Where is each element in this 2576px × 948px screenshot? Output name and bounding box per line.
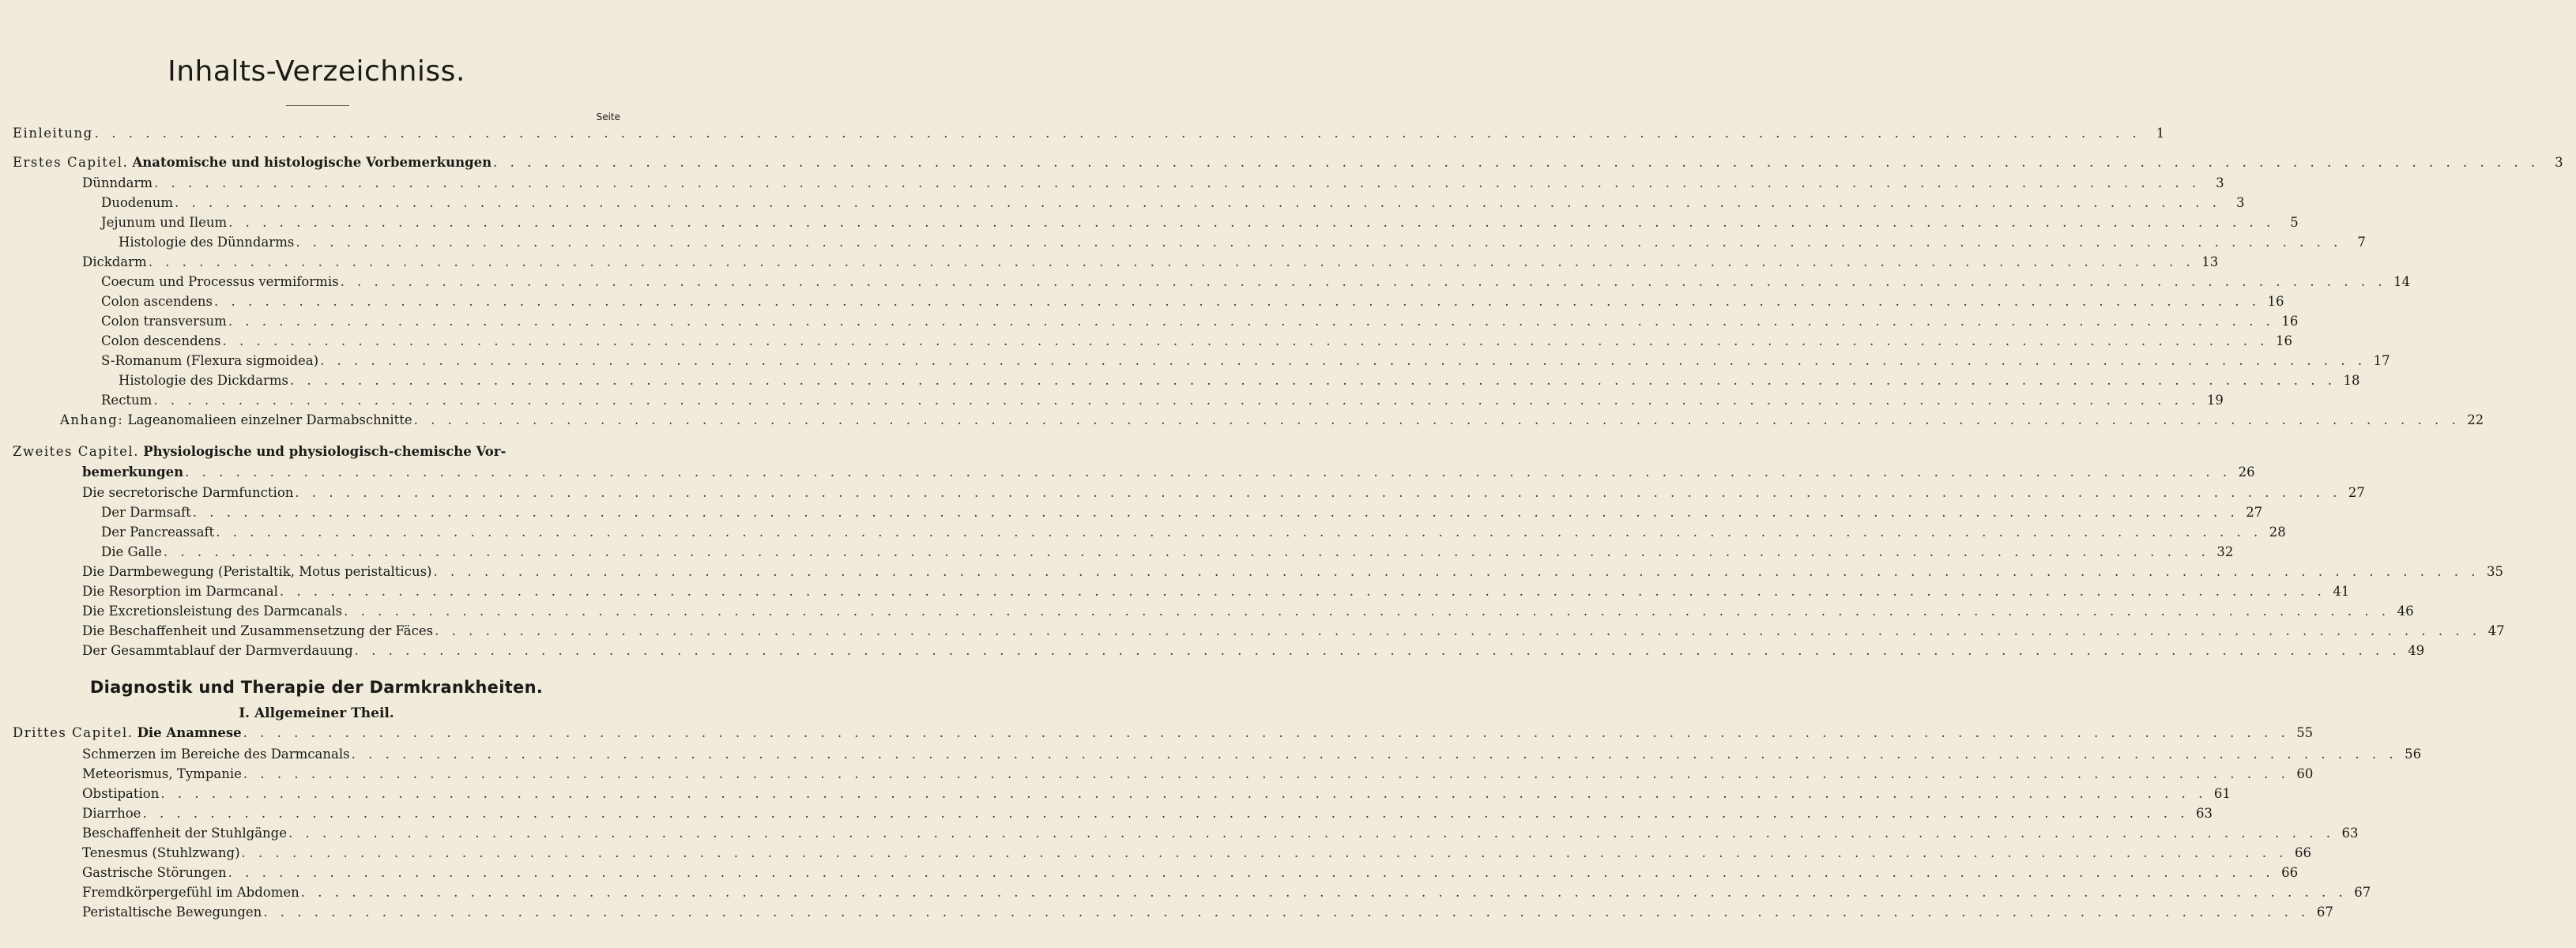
leader-dots: [242, 845, 2288, 860]
toc-entry[interactable]: [0, 786, 2231, 805]
leader-dots: [263, 905, 2310, 920]
page-number: 14: [2393, 274, 2411, 289]
page-number: 16: [2276, 333, 2293, 348]
toc-entry[interactable]: [0, 544, 2234, 563]
entry-text: Tenesmus (Stuhlzwang): [82, 845, 240, 860]
page-number: 66: [2281, 865, 2299, 880]
page-number: 16: [2267, 294, 2284, 309]
toc-chapter-2-title[interactable]: [0, 444, 646, 463]
entry-text: Schmerzen im Bereiche des Darmcanals: [82, 747, 350, 762]
page-number: 26: [2238, 465, 2255, 480]
entry-text: Der Gesammtablauf der Darmverdauung: [82, 643, 353, 658]
entry-text: Der Darmsaft: [101, 505, 191, 520]
toc-chapter-1[interactable]: [0, 155, 2563, 174]
page-number: 22: [2467, 412, 2484, 427]
chapter-label: Drittes Capitel.: [13, 725, 134, 740]
entry-text: Colon ascendens: [101, 294, 213, 309]
toc-entry[interactable]: [0, 175, 2224, 194]
entry-text: Meteorismus, Tympanie: [82, 766, 242, 781]
toc-entry[interactable]: [0, 235, 2366, 254]
leader-dots: [149, 254, 2195, 269]
toc-entry[interactable]: [0, 584, 2350, 603]
entry-text: Dünndarm: [82, 175, 153, 190]
leader-dots: [414, 412, 2461, 427]
leader-dots: [296, 235, 2342, 250]
leader-dots: [290, 373, 2337, 388]
entry-text: Rectum: [101, 393, 153, 408]
entry-text: Der Pancreassaft: [101, 525, 215, 540]
leader-dots: [352, 747, 2398, 762]
page-number: 41: [2333, 584, 2350, 599]
toc-entry[interactable]: [0, 294, 2284, 313]
leader-dots: [175, 195, 2221, 210]
entry-text: Colon descendens: [101, 333, 221, 348]
toc-entry[interactable]: [0, 766, 2314, 785]
leader-dots: [164, 544, 2210, 559]
toc-entry[interactable]: [0, 885, 2371, 904]
chapter-label: Erstes Capitel.: [13, 155, 129, 170]
toc-chapter-3[interactable]: [0, 725, 2314, 744]
leader-dots: [320, 353, 2367, 368]
page-number: 61: [2213, 786, 2231, 801]
page-number: 3: [2555, 155, 2563, 170]
leader-dots: [433, 564, 2480, 579]
page-number: 49: [2408, 643, 2425, 658]
page-number: 16: [2281, 314, 2299, 329]
toc-entry[interactable]: [0, 643, 2425, 662]
entry-text: Lageanomalieen einzelner Darmabschnitte: [127, 412, 412, 427]
toc-entry[interactable]: [0, 845, 2312, 864]
page-number: 67: [2354, 885, 2371, 900]
page-number: 63: [2341, 826, 2359, 841]
toc-chapter-2[interactable]: [0, 465, 2255, 483]
entry-label: Einleitung: [13, 126, 93, 141]
title-divider: [286, 105, 349, 106]
entry-text: Beschaffenheit der Stuhlgänge: [82, 826, 287, 841]
section-subtitle: I. Allgemeiner Theil.: [239, 705, 394, 721]
entry-text: Die Beschaffenheit und Zusammensetzung der Fäces: [82, 623, 434, 638]
leader-dots: [228, 215, 2275, 230]
page-number: 3: [2216, 175, 2224, 190]
page-number: 46: [2397, 604, 2414, 619]
entry-text: Die Resorption im Darmcanal: [82, 584, 278, 599]
entry-text: Colon transversum: [101, 314, 227, 329]
page-number: 60: [2296, 766, 2314, 781]
toc-entry[interactable]: [0, 333, 2293, 352]
toc-entry[interactable]: [0, 393, 2224, 412]
toc-entry[interactable]: [0, 505, 2263, 524]
toc-entry[interactable]: [0, 747, 2422, 766]
anhang-label: Anhang:: [60, 412, 124, 427]
toc-entry[interactable]: [0, 604, 2414, 623]
page-number: 1: [2156, 126, 2165, 141]
entry-text: Die secretorische Darmfunction: [82, 485, 294, 500]
page-number: 67: [2316, 905, 2333, 920]
page-number: 3: [2236, 195, 2245, 210]
leader-dots: [493, 155, 2540, 170]
leader-dots: [223, 333, 2269, 348]
leader-dots: [193, 505, 2239, 520]
leader-dots: [154, 175, 2201, 190]
toc-entry[interactable]: [0, 806, 2213, 825]
leader-dots: [142, 806, 2189, 821]
page-number: 13: [2201, 254, 2219, 269]
leader-dots: [153, 393, 2200, 408]
entry-text: Die Excretionsleistung des Darmcanals: [82, 604, 343, 619]
toc-entry[interactable]: [0, 826, 2359, 845]
entry-text: S-Romanum (Flexura sigmoidea): [101, 353, 319, 368]
page-number: 28: [2269, 525, 2286, 540]
page-number: 5: [2290, 215, 2299, 230]
toc-entry[interactable]: [0, 314, 2299, 333]
page-number: 18: [2343, 373, 2360, 388]
leader-dots: [243, 766, 2290, 781]
leader-dots: [185, 465, 2231, 480]
toc-entry[interactable]: [0, 525, 2286, 544]
entry-text: Duodenum: [101, 195, 174, 210]
toc-entry[interactable]: [0, 905, 2333, 924]
page-number: 56: [2405, 747, 2422, 762]
page-title: Inhalts-Verzeichniss.: [168, 55, 465, 88]
page-number: 63: [2195, 806, 2213, 821]
chapter-title: Die Anamnese: [137, 725, 242, 740]
entry-text: Diarrhoe: [82, 806, 141, 821]
chapter-label: Zweites Capitel.: [13, 444, 139, 459]
leader-dots: [341, 274, 2387, 289]
toc-entry[interactable]: [0, 865, 2299, 884]
page-number: 7: [2357, 235, 2366, 250]
toc-entry[interactable]: [0, 195, 2245, 214]
entry-text: Obstipation: [82, 786, 160, 801]
entry-text: Die Darmbewegung (Peristaltik, Motus peristalticus): [82, 564, 432, 579]
toc-entry-einleitung[interactable]: [0, 126, 2165, 145]
page-number: 35: [2487, 564, 2503, 579]
page-number: 55: [2296, 725, 2314, 740]
toc-entry-anhang[interactable]: [0, 412, 2484, 431]
leader-dots: [435, 623, 2481, 638]
leader-dots: [355, 643, 2401, 658]
page-number: 66: [2295, 845, 2312, 860]
entry-text: Fremdkörpergefühl im Abdomen: [82, 885, 299, 900]
leader-dots: [214, 294, 2261, 309]
toc-entry[interactable]: [0, 564, 2503, 583]
page-number: 47: [2487, 623, 2505, 638]
page-number: 32: [2216, 544, 2234, 559]
leader-dots: [216, 525, 2262, 540]
toc-entry[interactable]: [0, 274, 2411, 293]
entry-text: Jejunum und Ileum: [101, 215, 228, 230]
toc-entry[interactable]: [0, 373, 2360, 392]
page-number: 17: [2373, 353, 2390, 368]
toc-entry[interactable]: [0, 353, 2390, 372]
entry-text: Coecum und Processus vermiformis: [101, 274, 339, 289]
chapter-title-line1: Physiologische und physiologisch-chemische Vor-: [143, 444, 507, 459]
leader-dots: [160, 786, 2207, 801]
leader-dots: [280, 584, 2326, 599]
toc-entry[interactable]: [0, 485, 2365, 504]
entry-text: Die Galle: [101, 544, 162, 559]
toc-entry[interactable]: [0, 623, 2505, 642]
leader-dots: [288, 826, 2335, 841]
leader-dots: [243, 725, 2290, 740]
leader-dots: [95, 126, 2141, 141]
entry-text: Gastrische Störungen: [82, 865, 227, 880]
leader-dots: [228, 314, 2275, 329]
leader-dots: [228, 865, 2275, 880]
entry-text: Peristaltische Bewegungen: [82, 905, 262, 920]
chapter-title-line2: bemerkungen: [82, 465, 184, 480]
leader-dots: [295, 485, 2341, 500]
section-title: Diagnostik und Therapie der Darmkrankheiten.: [89, 678, 544, 697]
page-column-header: Seite: [596, 111, 620, 122]
entry-text: Dickdarm: [82, 254, 147, 269]
entry-text: Histologie des Dickdarms: [119, 373, 288, 388]
chapter-title: Anatomische und histologische Vorbemerkungen: [132, 155, 492, 170]
page-number: 19: [2206, 393, 2224, 408]
toc-entry[interactable]: [0, 215, 2299, 234]
toc-entry[interactable]: [0, 254, 2219, 273]
entry-text: Histologie des Dünndarms: [119, 235, 295, 250]
leader-dots: [301, 885, 2348, 900]
page-number: 27: [2348, 485, 2365, 500]
leader-dots: [344, 604, 2390, 619]
page-number: 27: [2246, 505, 2263, 520]
